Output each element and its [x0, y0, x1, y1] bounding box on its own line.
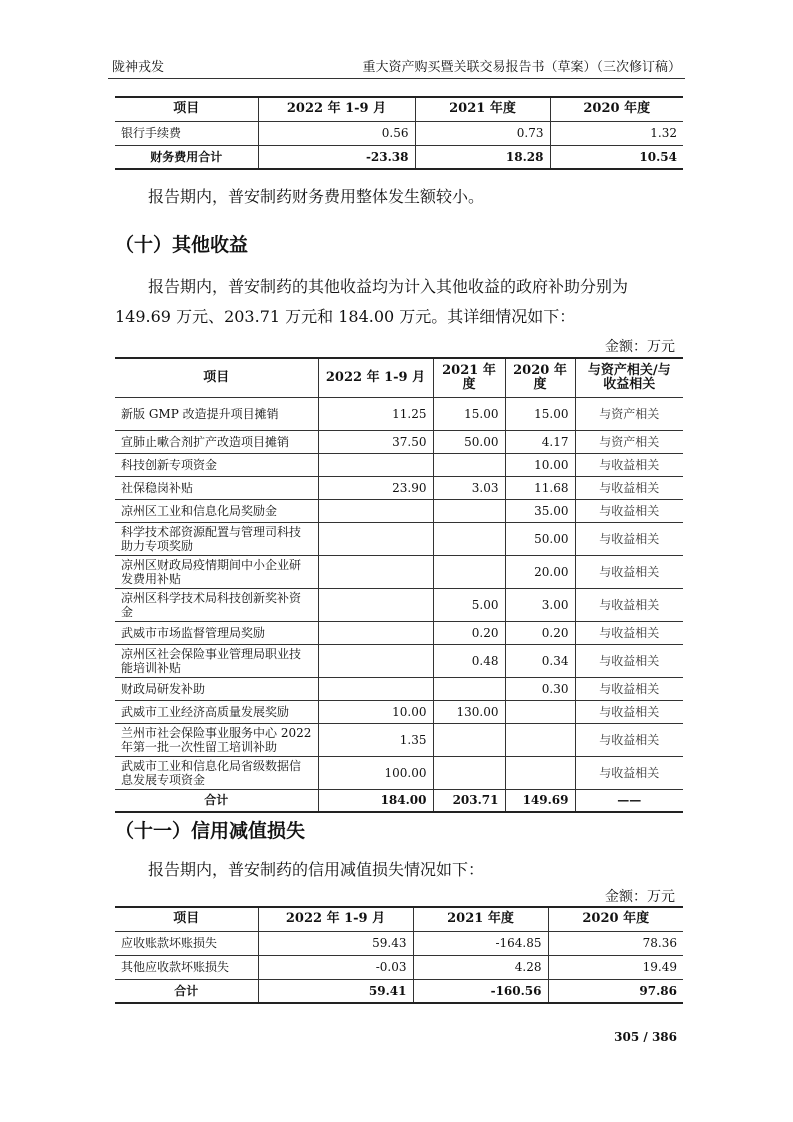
cell-value [318, 499, 433, 522]
row-label: 宣肺止嗽合剂扩产改造项目摊销 [115, 430, 318, 453]
cell-value: 184.00 [318, 789, 433, 812]
row-label: 武威市工业和信息化局省级数据信息发展专项资金 [115, 756, 318, 789]
column-header: 与资产相关/与收益相关 [575, 358, 683, 397]
cell-value: 与资产相关 [575, 430, 683, 453]
cell-value: 11.25 [318, 397, 433, 430]
other-income-table [115, 357, 683, 813]
cell-value: 0.30 [505, 677, 575, 700]
column-header: 2022 年 1-9 月 [258, 97, 415, 121]
cell-value [318, 522, 433, 555]
row-label: 财政局研发补助 [115, 677, 318, 700]
table-row [115, 931, 683, 955]
cell-value [505, 700, 575, 723]
cell-value: 与收益相关 [575, 621, 683, 644]
cell-value: 与收益相关 [575, 588, 683, 621]
column-header: 2022 年 1-9 月 [318, 358, 433, 397]
section-heading-other-income: （十）其他收益 [115, 234, 249, 256]
row-label: 武威市市场监督管理局奖励 [115, 621, 318, 644]
cell-value: 149.69 [505, 789, 575, 812]
cell-value [433, 723, 505, 756]
row-label: 社保稳岗补贴 [115, 476, 318, 499]
cell-value [433, 453, 505, 476]
row-label: 科技创新专项资金 [115, 453, 318, 476]
column-header: 项目 [115, 358, 318, 397]
row-label: 应收账款坏账损失 [115, 931, 258, 955]
total-row [115, 979, 683, 1003]
table-row [115, 700, 683, 723]
cell-value: 与收益相关 [575, 499, 683, 522]
table-row [115, 555, 683, 588]
column-header: 2022 年 1-9 月 [258, 907, 413, 931]
table-row [115, 522, 683, 555]
cell-value: 3.03 [433, 476, 505, 499]
cell-value: 50.00 [433, 430, 505, 453]
table-row [115, 644, 683, 677]
column-header: 2021 年度 [413, 907, 548, 931]
cell-value [505, 723, 575, 756]
cell-value [318, 621, 433, 644]
cell-value: 35.00 [505, 499, 575, 522]
cell-value: -160.56 [413, 979, 548, 1003]
cell-value: 130.00 [433, 700, 505, 723]
header-row [115, 358, 683, 397]
row-label: 凉州区财政局疫情期间中小企业研发费用补贴 [115, 555, 318, 588]
cell-value [433, 756, 505, 789]
table-row [115, 453, 683, 476]
column-header: 2020 年度 [505, 358, 575, 397]
cell-value: 0.56 [258, 121, 415, 145]
cell-value: 与收益相关 [575, 555, 683, 588]
cell-value: 18.28 [415, 145, 550, 169]
cell-value: 59.41 [258, 979, 413, 1003]
page-number: 305 / 386 [614, 1030, 677, 1044]
column-header: 2020 年度 [548, 907, 683, 931]
cell-value: 与收益相关 [575, 756, 683, 789]
cell-value [318, 453, 433, 476]
row-label: 凉州区工业和信息化局奖励金 [115, 499, 318, 522]
cell-value: 97.86 [548, 979, 683, 1003]
cell-value: 23.90 [318, 476, 433, 499]
cell-value: 0.20 [505, 621, 575, 644]
row-label: 凉州区科学技术局科技创新奖补资金 [115, 588, 318, 621]
header-row [115, 97, 683, 121]
cell-value: 20.00 [505, 555, 575, 588]
cell-value: 15.00 [433, 397, 505, 430]
cell-value [433, 499, 505, 522]
row-label: 银行手续费 [115, 121, 258, 145]
row-label: 新版 GMP 改造提升项目摊销 [115, 397, 318, 430]
cell-value: -23.38 [258, 145, 415, 169]
cell-value: 与收益相关 [575, 476, 683, 499]
row-label: 凉州区社会保险事业管理局职业技能培训补贴 [115, 644, 318, 677]
table-row [115, 677, 683, 700]
cell-value: 0.48 [433, 644, 505, 677]
cell-value [433, 555, 505, 588]
cell-value: 59.43 [258, 931, 413, 955]
cell-value: 与收益相关 [575, 723, 683, 756]
paragraph-credit-impairment: 报告期内，普安制药的信用减值损失情况如下： [148, 860, 485, 879]
cell-value: 与收益相关 [575, 700, 683, 723]
cell-value: 与资产相关 [575, 397, 683, 430]
cell-value [433, 522, 505, 555]
cell-value: 4.17 [505, 430, 575, 453]
table-row [115, 756, 683, 789]
cell-value: 37.50 [318, 430, 433, 453]
header-rule [108, 78, 685, 79]
table-row [115, 121, 683, 145]
cell-value: 15.00 [505, 397, 575, 430]
row-label: 兰州市社会保险事业服务中心 2022 年第一批一次性留工培训补助 [115, 723, 318, 756]
cell-value: 与收益相关 [575, 522, 683, 555]
table-row [115, 476, 683, 499]
column-header: 2021 年度 [433, 358, 505, 397]
cell-value: 与收益相关 [575, 677, 683, 700]
credit-impairment-table [115, 906, 683, 1004]
cell-value: 3.00 [505, 588, 575, 621]
table-row [115, 430, 683, 453]
unit-label: 金额：万元 [605, 889, 675, 905]
total-row [115, 145, 683, 169]
cell-value: 5.00 [433, 588, 505, 621]
cell-value: 与收益相关 [575, 644, 683, 677]
cell-value: 19.49 [548, 955, 683, 979]
finance-expense-table [115, 96, 683, 170]
row-label: 财务费用合计 [115, 145, 258, 169]
table-row [115, 955, 683, 979]
cell-value: 100.00 [318, 756, 433, 789]
row-label: 合计 [115, 789, 318, 812]
row-label: 科学技术部资源配置与管理司科技助力专项奖励 [115, 522, 318, 555]
cell-value: 10.00 [318, 700, 433, 723]
header-title: 重大资产购买暨关联交易报告书（草案）（三次修订稿） [362, 60, 681, 75]
cell-value: 0.73 [415, 121, 550, 145]
cell-value: 10.00 [505, 453, 575, 476]
cell-value: 与收益相关 [575, 453, 683, 476]
cell-value: —— [575, 789, 683, 812]
cell-value: 78.36 [548, 931, 683, 955]
cell-value: 4.28 [413, 955, 548, 979]
cell-value: 1.32 [550, 121, 683, 145]
column-header: 项目 [115, 907, 258, 931]
table-row [115, 499, 683, 522]
cell-value: 203.71 [433, 789, 505, 812]
column-header: 2020 年度 [550, 97, 683, 121]
table-row [115, 397, 683, 430]
section-heading-credit-impairment: （十一）信用减值损失 [115, 820, 306, 842]
header-row [115, 907, 683, 931]
table-row [115, 723, 683, 756]
paragraph-finance-expense: 报告期内，普安制药财务费用整体发生额较小。 [148, 187, 485, 206]
row-label: 武威市工业经济高质量发展奖励 [115, 700, 318, 723]
cell-value: 50.00 [505, 522, 575, 555]
cell-value [433, 677, 505, 700]
paragraph-other-income: 报告期内，普安制药的其他收益均为计入其他收益的政府补助分别为149.69 万元、203.71 万元和 184.00 万元。其详细情况如下： [115, 277, 629, 326]
cell-value [318, 677, 433, 700]
total-row [115, 789, 683, 812]
table-row [115, 621, 683, 644]
cell-value: 1.35 [318, 723, 433, 756]
row-label: 其他应收款坏账损失 [115, 955, 258, 979]
cell-value: -0.03 [258, 955, 413, 979]
cell-value: 0.20 [433, 621, 505, 644]
cell-value [318, 588, 433, 621]
row-label: 合计 [115, 979, 258, 1003]
unit-label: 金额：万元 [605, 339, 675, 355]
cell-value [318, 555, 433, 588]
cell-value: 10.54 [550, 145, 683, 169]
table-row [115, 588, 683, 621]
column-header: 项目 [115, 97, 258, 121]
header-company: 陇神戎发 [112, 60, 165, 75]
column-header: 2021 年度 [415, 97, 550, 121]
cell-value [505, 756, 575, 789]
cell-value: 0.34 [505, 644, 575, 677]
cell-value [318, 644, 433, 677]
cell-value: 11.68 [505, 476, 575, 499]
cell-value: -164.85 [413, 931, 548, 955]
